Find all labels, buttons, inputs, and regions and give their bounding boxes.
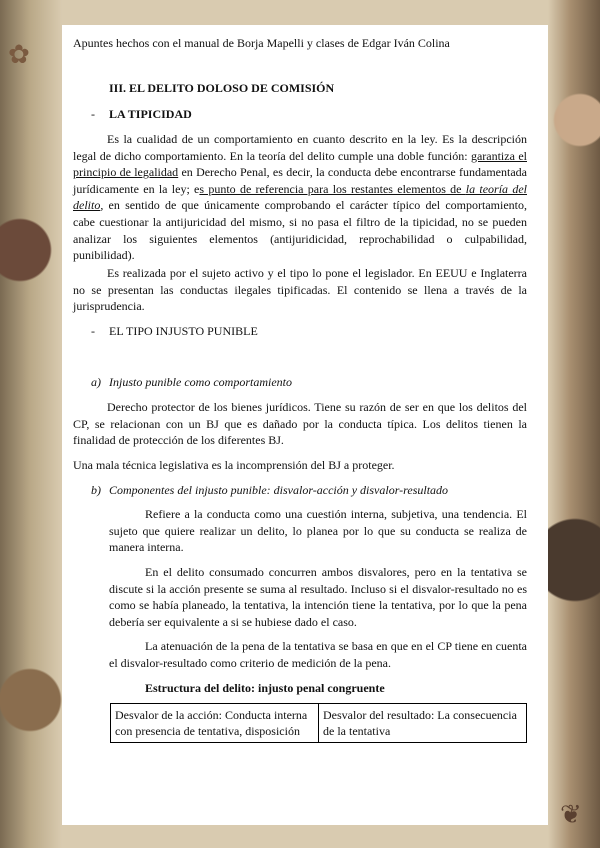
subheading-a: Injusto punible como comportamiento	[109, 375, 292, 389]
list-marker-b: b)	[91, 483, 101, 497]
table-cell-resultado: Desvalor del resultado: La consecuencia de la tentativa	[319, 704, 527, 743]
decorative-flower-icon: ✿	[8, 40, 30, 69]
paragraph-tipicidad	[73, 131, 527, 264]
table-row	[111, 704, 527, 743]
text-span: Es la cualidad de un comportamiento en cuanto descrito en la ley. Es la descripción legal de dicho comportamiento. En la teoría del delito cumple una doble función:	[73, 132, 527, 163]
underlined-text: garantiza el principio de legalidad	[73, 148, 527, 180]
section-heading-tipo-injusto: EL TIPO INJUSTO PUNIBLE	[109, 324, 258, 338]
table-title: Estructura del delito: injusto penal congruente	[145, 681, 385, 695]
text-span: en Derecho Penal, es decir, la conducta debe encontrarse fundamentada jurídicamente en la ley; e	[73, 165, 527, 196]
underlined-text: s punto de referencia para los restantes elementos de	[199, 181, 466, 196]
table-cell-accion: Desvalor de la acción: Conducta interna con presencia de tentativa, disposición	[111, 704, 319, 743]
bullet-dash: -	[91, 324, 95, 338]
paragraph-sujeto-activo: Es realizada por el sujeto activo y el tipo lo pone el legislador. En EEUU e Inglaterra no se presentan las conductas ilegales tipificadas. El contenido se llena a través de la jurisprudencia.	[73, 266, 527, 314]
section-heading-tipicidad: LA TIPICIDAD	[109, 107, 192, 121]
subheading-b: Componentes del injusto punible: disvalor-acción y disvalor-resultado	[109, 483, 449, 497]
text-span: , en sentido de que únicamente comprobando el carácter típico del comportamiento, cabe cuestionar la antijuricidad del mismo, si no pasa el filtro de la tipicidad, no se pueden analizar los siguientes elementos (antijuridicidad, reprochabilidad o culpabilidad, punibilidad).	[73, 198, 527, 263]
bullet-dash: -	[91, 107, 95, 121]
decorative-butterfly-icon: ❦	[560, 800, 582, 829]
paragraph-bienes-juridicos: Derecho protector de los bienes jurídicos. Tiene su razón de ser en que los delitos del CP, se relacionan con un BJ que es dañado por la conducta típica. Los delitos tienen la finalidad de protección de los diferentes BJ.	[73, 400, 527, 448]
paragraph-delito-consumado: En el delito consumado concurren ambos disvalores, pero en la tentativa se discute si la acción presente se suma al resultado. Incluso si el disvalor-resultado no es como se había planeado, la tentativa, la intención tiene la tentativa, por lo que la pena debería ser equivalente a si se hubiese dado el caso.	[109, 565, 527, 629]
list-marker-a: a)	[91, 375, 101, 389]
chapter-title: III. EL DELITO DOLOSO DE COMISIÓN	[109, 81, 335, 95]
structure-table	[110, 703, 527, 743]
paragraph-conducta-interna: Refiere a la conducta como una cuestión interna, subjetiva, una tendencia. El sujeto que quiere realizar un delito, lo planea por lo que su conducta se realiza de manera interna.	[109, 507, 527, 555]
underlined-italic-text: la teoría del delito	[73, 181, 527, 213]
paragraph-mala-tecnica: Una mala técnica legislativa es la incomprensión del BJ a proteger.	[73, 458, 395, 472]
paragraph-atenuacion: La atenuación de la pena de la tentativa se basa en que en el CP tiene en cuenta el disvalor-resultado como criterio de medición de la pena.	[109, 639, 527, 670]
page-header: Apuntes hechos con el manual de Borja Mapelli y clases de Edgar Iván Colina	[73, 36, 450, 50]
